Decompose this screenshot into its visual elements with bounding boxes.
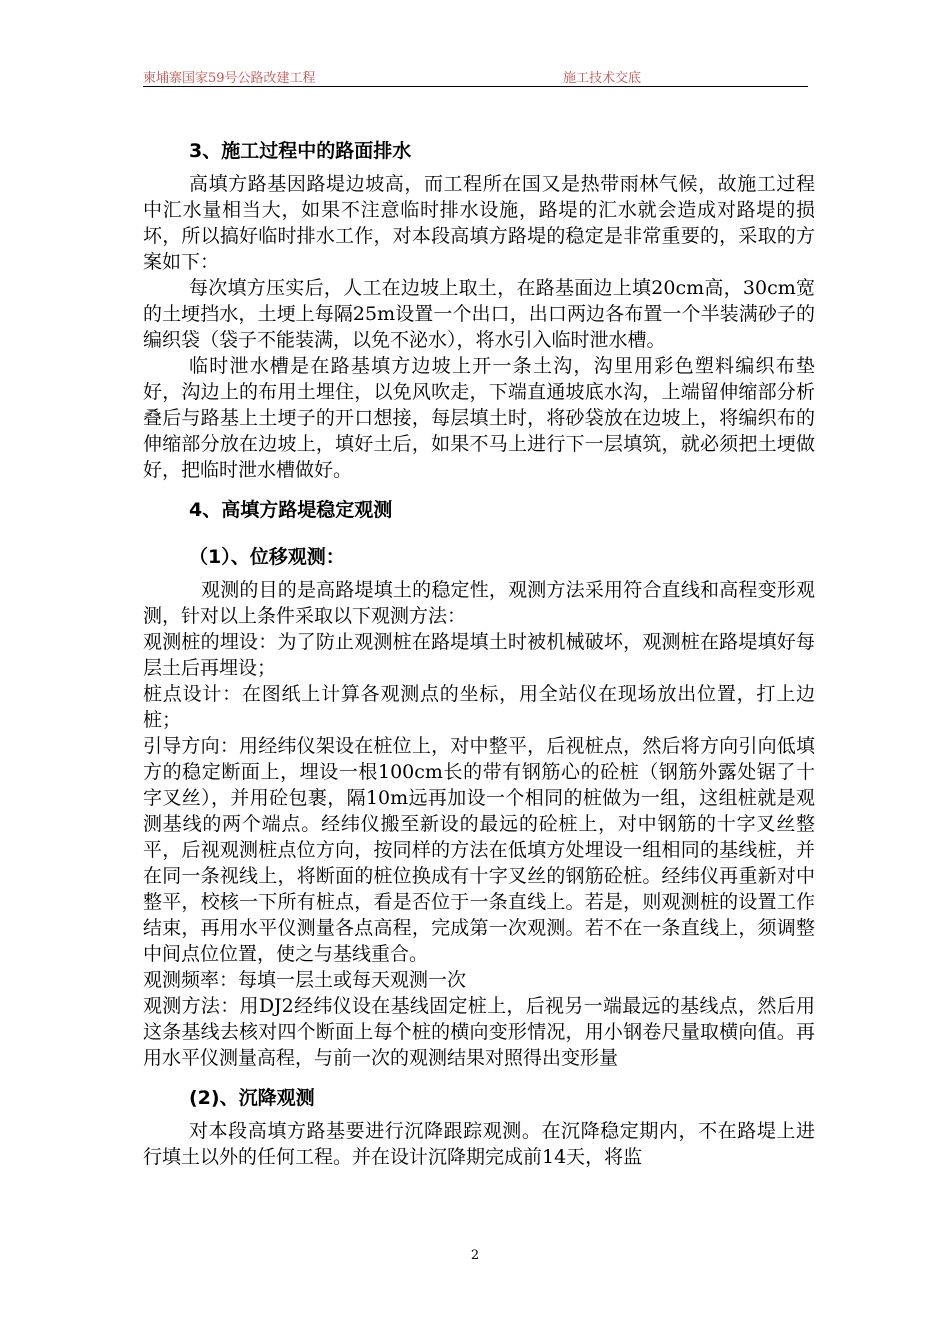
section-4-heading: 4、高填方路堤稳定观测 xyxy=(189,499,393,521)
header-project-title: 柬埔寨国家59号公路改建工程 xyxy=(143,71,316,86)
page-header xyxy=(143,64,808,87)
section-4-2-heading: (2)、沉降观测 xyxy=(189,1087,315,1109)
page-number: 2 xyxy=(470,1248,480,1263)
section-3-paragraph-1: 高填方路基因路堤边坡高，而工程所在国又是热带雨林气候，故施工过程中汇水量相当大，如果不注意临时排水设施，路堤的汇水就会造成对路堤的损坏，所以搞好临时排水工作，对本段高填方路堤的稳定是非常重要的，采取的方案如下： xyxy=(143,173,815,273)
section-3-paragraph-3: 临时泄水槽是在路基填方边坡上开一条土沟，沟里用彩色塑料编织布垫好，沟边上的布用土埋住，以免风吹走，下端直通坡底水沟，上端留伸缩部分析叠后与路基上土埂子的开口想接，每层填土时，将砂袋放在边坡上，将编织布的伸缩部分放在边坡上，填好土后，如果不马上进行下一层填筑，就必须把土埂做好，把临时泄水槽做好。 xyxy=(143,355,815,481)
section-3-heading: 3、施工过程中的路面排水 xyxy=(189,140,412,162)
document-body xyxy=(143,132,815,1170)
section-4-1-paragraph-3: 桩点设计：在图纸上计算各观测点的坐标，用全站仪在现场放出位置，打上边桩； xyxy=(143,683,815,731)
section-4-1-paragraph-5: 观测频率：每填一层土或每天观测一次 xyxy=(143,969,467,991)
section-4-1-paragraph-6: 观测方法：用DJ2经纬仪设在基线固定桩上，后视另一端最远的基线点，然后用这条基线去核对四个断面上每个桩的横向变形情况，用小钢卷尺量取横向值。再用水平仪测量高程，与前一次的观测结果对照得出变形量 xyxy=(143,995,815,1069)
section-3-paragraph-2: 每次填方压实后，人工在边坡上取土，在路基面边上填20cm高，30cm宽的土埂挡水，土埂上每隔25m设置一个出口，出口两边各布置一个半装满砂子的编织袋（袋子不能装满，以免不泌水），将水引入临时泄水槽。 xyxy=(143,277,815,351)
section-4-1-heading: （1）、位移观测： xyxy=(189,546,345,568)
section-4-1-paragraph-1: 观测的目的是高路堤填土的稳定性，观测方法采用符合直线和高程变形观测，针对以上条件采取以下观测方法： xyxy=(143,579,815,627)
section-4-2-paragraph-1: 对本段高填方路基要进行沉降跟踪观测。在沉降稳定期内，不在路堤上进行填土以外的任何工程。并在设计沉降期完成前14天，将监 xyxy=(143,1120,815,1168)
section-4-1-paragraph-2: 观测桩的埋设：为了防止观测桩在路堤填土时被机械破坏，观测桩在路堤填好每层土后再埋设； xyxy=(143,631,815,679)
header-doc-type: 施工技术交底 xyxy=(563,71,642,86)
section-4-1-paragraph-4: 引导方向：用经纬仪架设在桩位上，对中整平，后视桩点，然后将方向引向低填方的稳定断面上，埋设一根100cm长的带有钢筋心的砼桩（钢筋外露处锯了十字叉丝），并用砼包裹，隔10m远再加设一个相同的桩做为一组，这组桩就是观测基线的两个端点。经纬仪搬至新设的最远的砼桩上，对中钢筋的十字叉丝整平，后视观测桩点位方向，按同样的方法在低填方处埋设一组相同的基线桩，并在同一条视线上，将断面的桩位换成有十字叉丝的钢筋砼桩。经纬仪再重新对中整平，校核一下所有桩点，看是否位于一条直线上。若是，则观测桩的设置工作结束，再用水平仪测量各点高程，完成第一次观测。若不在一条直线上，须调整中间点位位置，使之与基线重合。 xyxy=(143,735,815,965)
